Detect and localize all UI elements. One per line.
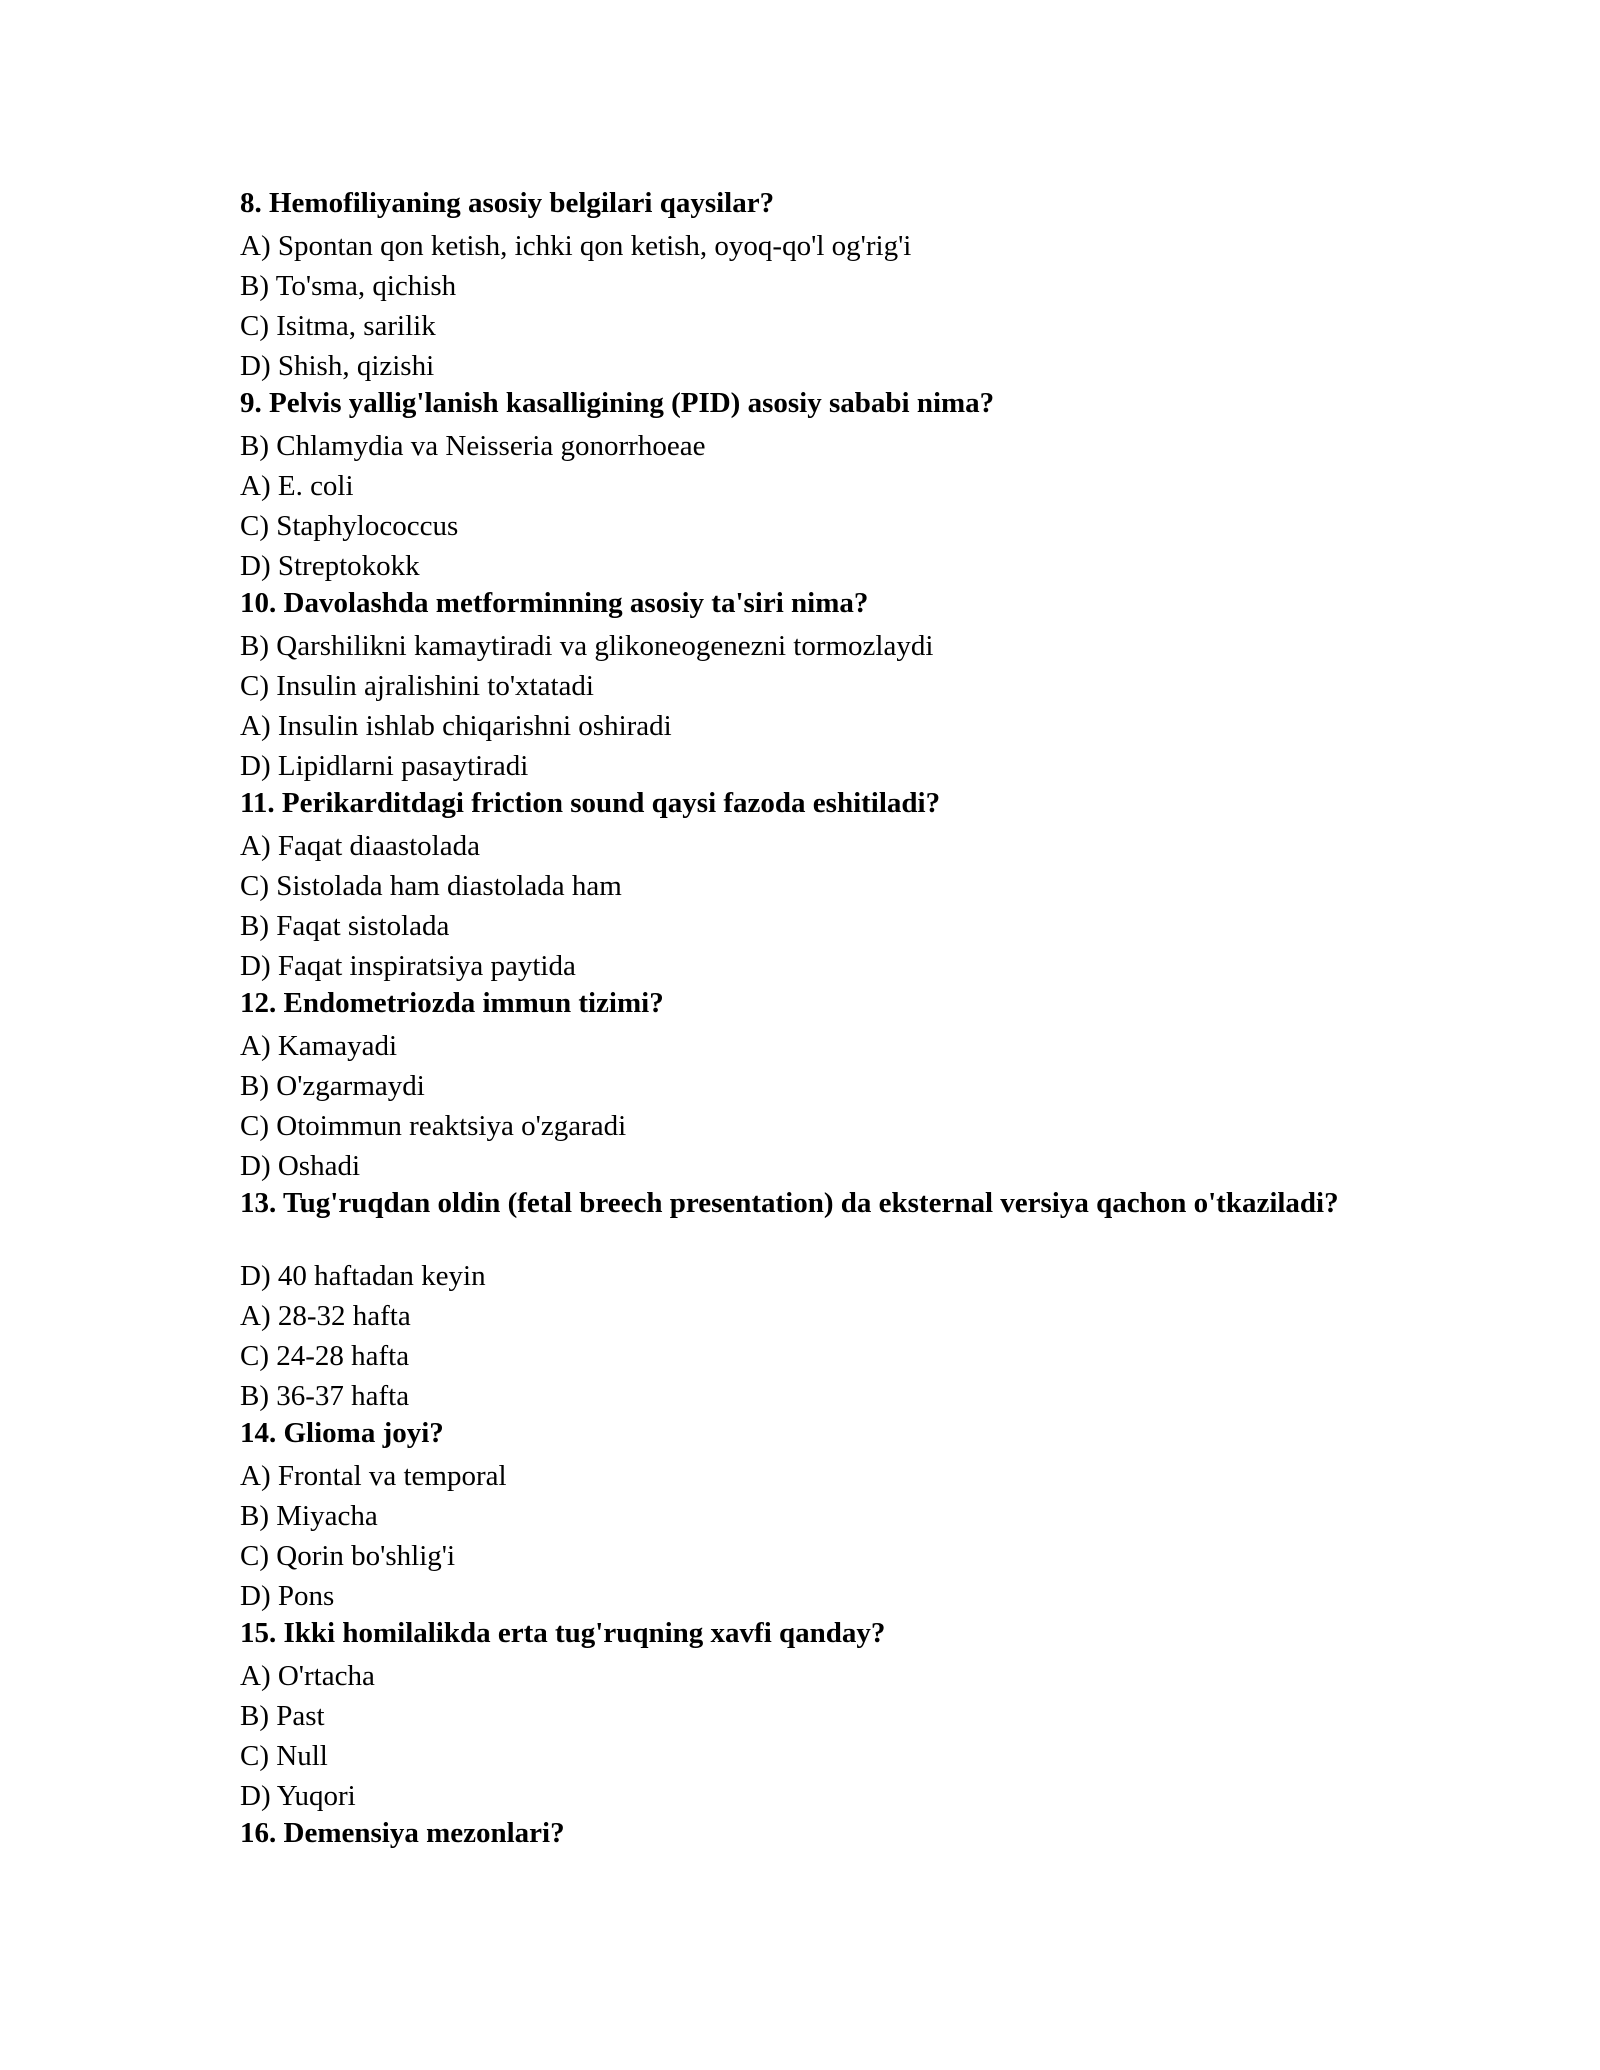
- question-9: [240, 386, 1360, 586]
- answer-option: B) Qarshilikni kamaytiradi va glikoneogenezni tormozlaydi: [240, 630, 934, 662]
- answer-option: B) To'sma, qichish: [240, 270, 457, 302]
- answer-option: A) Faqat diaastolada: [240, 830, 480, 862]
- answer-option: C) Null: [240, 1740, 328, 1772]
- answer-option: C) Qorin bo'shlig'i: [240, 1540, 456, 1572]
- document-page: [240, 186, 1360, 1856]
- answer-option: D) Pons: [240, 1580, 335, 1612]
- question-title: 8. Hemofiliyaning asosiy belgilari qaysilar?: [240, 187, 775, 219]
- answer-option: C) 24-28 hafta: [240, 1340, 410, 1372]
- question-8: [240, 186, 1360, 386]
- answer-option: B) O'zgarmaydi: [240, 1070, 425, 1102]
- question-title: 15. Ikki homilalikda erta tug'ruqning xavfi qanday?: [240, 1617, 886, 1649]
- answer-option: D) Streptokokk: [240, 550, 420, 582]
- question-title: 10. Davolashda metforminning asosiy ta'siri nima?: [240, 587, 869, 619]
- answer-option: C) Sistolada ham diastolada ham: [240, 870, 622, 902]
- answer-option: B) Past: [240, 1700, 325, 1732]
- answer-option: D) Faqat inspiratsiya paytida: [240, 950, 576, 982]
- question-11: [240, 786, 1360, 986]
- answer-option: A) E. coli: [240, 470, 354, 502]
- question-16: [240, 1816, 1360, 1856]
- answer-option: A) Spontan qon ketish, ichki qon ketish, oyoq-qo'l og'rig'i: [240, 230, 912, 262]
- answer-option: D) Lipidlarni pasaytiradi: [240, 750, 529, 782]
- answer-option: C) Otoimmun reaktsiya o'zgaradi: [240, 1110, 627, 1142]
- answer-option: B) 36-37 hafta: [240, 1380, 410, 1412]
- question-14: [240, 1416, 1360, 1616]
- answer-option: A) O'rtacha: [240, 1660, 375, 1692]
- answer-option: B) Chlamydia va Neisseria gonorrhoeae: [240, 430, 706, 462]
- question-title: 11. Perikarditdagi friction sound qaysi fazoda eshitiladi?: [240, 787, 941, 819]
- answer-option: D) 40 haftadan keyin: [240, 1260, 486, 1292]
- answer-option: D) Shish, qizishi: [240, 350, 435, 382]
- answer-option: A) Kamayadi: [240, 1030, 398, 1062]
- question-title: 14. Glioma joyi?: [240, 1417, 444, 1449]
- answer-option: B) Miyacha: [240, 1500, 378, 1532]
- question-title: 13. Tug'ruqdan oldin (fetal breech presentation) da eksternal versiya qachon o'tkaziladi?: [240, 1187, 1339, 1219]
- answer-option: C) Staphylococcus: [240, 510, 459, 542]
- answer-option: A) 28-32 hafta: [240, 1300, 411, 1332]
- answer-option: A) Insulin ishlab chiqarishni oshiradi: [240, 710, 672, 742]
- question-title: 16. Demensiya mezonlari?: [240, 1817, 565, 1849]
- question-13: [240, 1186, 1360, 1416]
- answer-option: D) Oshadi: [240, 1150, 361, 1182]
- question-12: [240, 986, 1360, 1186]
- question-10: [240, 586, 1360, 786]
- answer-option: B) Faqat sistolada: [240, 910, 450, 942]
- answer-option: C) Isitma, sarilik: [240, 310, 436, 342]
- answer-option: D) Yuqori: [240, 1780, 356, 1812]
- answer-option: C) Insulin ajralishini to'xtatadi: [240, 670, 594, 702]
- question-title: 9. Pelvis yallig'lanish kasalligining (PID) asosiy sababi nima?: [240, 387, 995, 419]
- question-15: [240, 1616, 1360, 1816]
- answer-option: A) Frontal va temporal: [240, 1460, 507, 1492]
- question-title: 12. Endometriozda immun tizimi?: [240, 987, 664, 1019]
